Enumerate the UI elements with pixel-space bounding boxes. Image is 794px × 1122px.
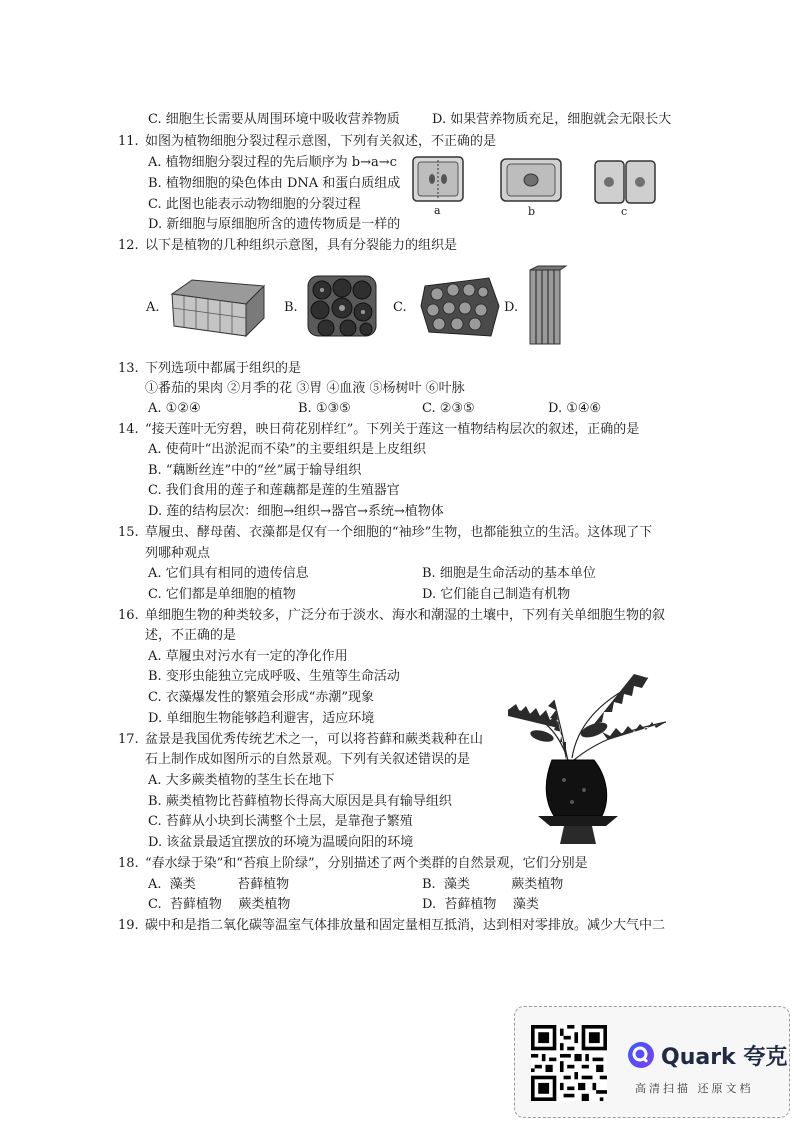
q15-option-c: C. 它们都是单细胞的植物 — [148, 587, 296, 602]
cell-division-figure-c — [594, 160, 656, 204]
q13-option-b: B. ①③⑤ — [298, 401, 351, 416]
question-number-19: 19. — [118, 918, 139, 933]
q14-option-d: D. 莲的结构层次：细胞→组织→器官→系统→植物体 — [148, 504, 444, 519]
question-number-13: 13. — [118, 361, 139, 376]
q12-option-d-label: D. — [504, 300, 519, 315]
figure-label-b: b — [528, 205, 536, 218]
cell-division-figure-b — [500, 158, 562, 202]
question-number-15: 15. — [118, 525, 139, 540]
q10-option-d: D. 如果营养物质充足，细胞就会无限长大 — [432, 112, 672, 127]
question-19-stem: 碳中和是指二氧化碳等温室气体排放量和固定量相互抵消，达到相对零排放。减少大气中二 — [145, 918, 666, 933]
q16-option-b: B. 变形虫能独立完成呼吸、生殖等生命活动 — [148, 669, 400, 684]
question-17-stem-line2: 石上制作成如图所示的自然景观。下列有关叙述错误的是 — [145, 752, 471, 767]
question-number-17: 17. — [118, 732, 139, 747]
q12-option-b-label: B. — [284, 300, 298, 315]
question-number-12: 12. — [118, 238, 139, 253]
quark-watermark-badge — [514, 1006, 790, 1118]
q16-option-a: A. 草履虫对污水有一定的净化作用 — [148, 649, 348, 664]
q18-option-b: B. 藻类 蕨类植物 — [422, 877, 564, 892]
question-18-stem: “春水绿于染”和“苔痕上阶绿”，分别描述了两个类群的自然景观，它们分别是 — [145, 856, 588, 871]
q13-option-a: A. ①②④ — [148, 401, 201, 416]
q11-option-d: D. 新细胞与原细胞所含的遗传物质是一样的 — [148, 217, 401, 232]
question-12-stem: 以下是植物的几种组织示意图，具有分裂能力的组织是 — [145, 238, 458, 253]
question-number-18: 18. — [118, 856, 139, 871]
quark-tagline: 高清扫描 还原文档 — [635, 1082, 754, 1095]
q14-option-c: C. 我们食用的莲子和莲藕都是莲的生殖器官 — [148, 483, 400, 498]
question-14-stem: “接天莲叶无穷碧，映日荷花别样红”。下列关于莲这一植物结构层次的叙述，正确的是 — [145, 422, 640, 437]
bonsai-fern-figure — [498, 670, 670, 846]
q13-option-d: D. ①④⑥ — [548, 401, 602, 416]
question-15-stem-line1: 草履虫、酵母菌、衣藻都是仅有一个细胞的“袖珍”生物，也都能独立的生活。这体现了下 — [145, 525, 653, 540]
tissue-image-d — [526, 266, 566, 346]
q11-option-a: A. 植物细胞分裂过程的先后顺序为 b→a→c — [148, 155, 397, 170]
question-number-16: 16. — [118, 608, 139, 623]
tissue-image-b — [306, 274, 378, 338]
q15-option-d: D. 它们能自己制造有机物 — [422, 587, 571, 602]
q15-option-b: B. 细胞是生命活动的基本单位 — [422, 566, 596, 581]
q11-option-c: C. 此图也能表示动物细胞的分裂过程 — [148, 197, 361, 212]
q17-option-d: D. 该盆景最适宜摆放的环境为温暖向阳的环境 — [148, 835, 414, 850]
q18-option-c: C. 苔藓植物 蕨类植物 — [148, 897, 291, 912]
q16-option-c: C. 衣藻爆发性的繁殖会形成“赤潮”现象 — [148, 690, 375, 705]
question-16-stem-line2: 述，不正确的是 — [145, 628, 237, 643]
q17-option-b: B. 蕨类植物比苔藓植物长得高大原因是具有输导组织 — [148, 794, 452, 809]
question-15-stem-line2: 列哪种观点 — [145, 546, 211, 561]
q14-option-b: B. “藕断丝连”中的“丝”属于输导组织 — [148, 463, 362, 478]
q18-option-d: D. 苔藓植物 藻类 — [422, 897, 539, 912]
q17-option-c: C. 苔藓从小块到长满整个土层，是靠孢子繁殖 — [148, 814, 413, 829]
question-17-stem-line1: 盆景是我国优秀传统艺术之一，可以将苔藓和蕨类栽种在山 — [145, 732, 484, 747]
q12-option-a-label: A. — [146, 300, 160, 315]
q16-option-d: D. 单细胞生物能够趋利避害，适应环境 — [148, 711, 375, 726]
qr-code[interactable] — [531, 1025, 607, 1101]
cell-division-figure-a — [412, 156, 464, 202]
quark-brand-name: Quark 夸克 — [661, 1045, 788, 1070]
q12-option-c-label: C. — [393, 300, 407, 315]
q13-items: ①番茄的果肉 ②月季的花 ③胃 ④血液 ⑤杨树叶 ⑥叶脉 — [145, 381, 465, 396]
question-16-stem-line1: 单细胞生物的种类较多，广泛分布于淡水、海水和潮湿的土壤中，下列有关单细胞生物的叙 — [145, 608, 666, 623]
q14-option-a: A. 使荷叶“出淤泥而不染”的主要组织是上皮组织 — [148, 442, 426, 457]
figure-label-c: c — [621, 205, 628, 218]
q11-option-b: B. 植物细胞的染色体由 DNA 和蛋白质组成 — [148, 176, 401, 191]
question-number-11: 11. — [118, 134, 139, 149]
q17-option-a: A. 大多蕨类植物的茎生长在地下 — [148, 773, 335, 788]
quark-logo-icon — [627, 1041, 655, 1069]
tissue-image-a — [170, 278, 266, 338]
q13-option-c: C. ②③⑤ — [422, 401, 475, 416]
question-11-stem: 如图为植物细胞分裂过程示意图，下列有关叙述，不正确的是 — [145, 134, 497, 149]
tissue-image-c — [419, 276, 501, 338]
q18-option-a: A. 藻类 苔藓植物 — [148, 877, 290, 892]
q10-option-c: C. 细胞生长需要从周围环境中吸收营养物质 — [148, 112, 400, 127]
question-13-stem: 下列选项中都属于组织的是 — [145, 361, 302, 376]
figure-label-a: a — [434, 204, 441, 217]
q15-option-a: A. 它们具有相同的遗传信息 — [148, 566, 309, 581]
question-number-14: 14. — [118, 422, 139, 437]
